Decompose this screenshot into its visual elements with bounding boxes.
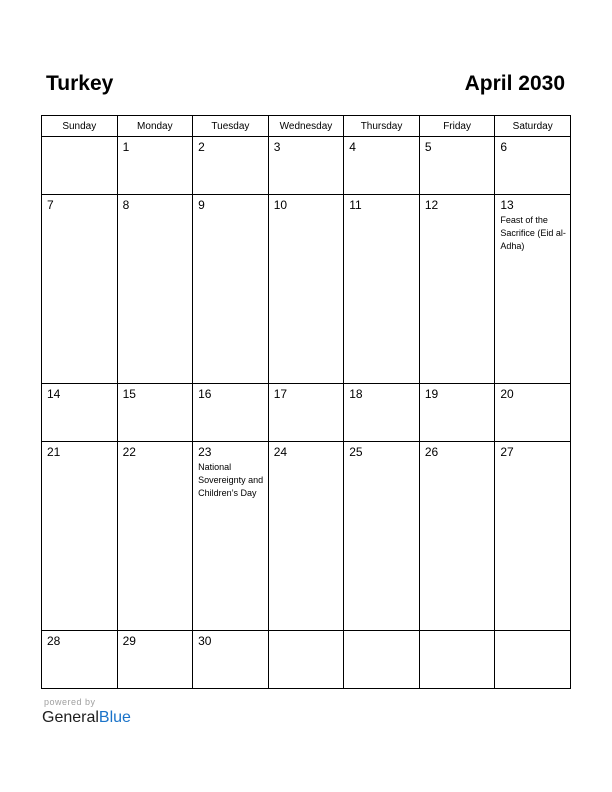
day-number: 21 [47, 444, 61, 459]
day-number: 20 [500, 387, 514, 402]
day-cell [495, 194, 571, 383]
month-title: April 2030 [464, 72, 565, 95]
day-cell [268, 384, 344, 442]
day-cell [344, 384, 420, 442]
day-cell [268, 194, 344, 383]
day-number [344, 631, 419, 634]
brand-general-text: General [42, 709, 99, 726]
day-number [269, 631, 344, 634]
week-row [42, 137, 571, 195]
day-cell [344, 194, 420, 383]
day-number: 22 [122, 444, 136, 459]
day-cell [193, 441, 269, 630]
day-number: 26 [424, 444, 439, 459]
day-number: 15 [122, 387, 136, 402]
day-cell [344, 631, 420, 689]
day-number: 4 [349, 140, 356, 154]
day-number: 23 [198, 444, 212, 459]
day-cell [193, 194, 269, 383]
day-number: 14 [47, 387, 61, 402]
weekday-header: Saturday [495, 116, 571, 137]
weekday-header: Friday [419, 116, 495, 137]
day-cell [268, 631, 344, 689]
day-number: 17 [273, 387, 288, 402]
weekday-header: Wednesday [268, 116, 344, 137]
day-cell [344, 137, 420, 195]
day-number: 16 [198, 387, 212, 402]
country-title: Turkey [46, 72, 114, 95]
day-cell [117, 631, 193, 689]
day-number: 30 [198, 634, 212, 649]
day-number: 10 [273, 197, 288, 212]
day-number: 3 [273, 140, 281, 154]
brand-blue-text: Blue [98, 709, 131, 726]
day-cell [42, 384, 118, 442]
weekday-header: Tuesday [193, 116, 269, 137]
day-cell [495, 384, 571, 442]
day-number: 6 [500, 140, 508, 154]
day-number: 24 [273, 444, 288, 459]
day-number [495, 631, 570, 634]
week-row [42, 194, 571, 383]
weekday-header-row [42, 116, 571, 137]
day-number: 2 [198, 140, 205, 154]
day-cell [117, 137, 193, 195]
day-number: 28 [47, 634, 61, 649]
week-row [42, 631, 571, 689]
day-number: 5 [424, 140, 432, 154]
day-cell [193, 137, 269, 195]
day-cell [495, 631, 571, 689]
day-number: 11 [349, 197, 362, 212]
week-row [42, 441, 571, 630]
week-row [42, 384, 571, 442]
day-cell [268, 441, 344, 630]
day-number: 25 [349, 444, 363, 459]
day-number: 12 [424, 197, 439, 212]
day-cell [419, 441, 495, 630]
day-number: 18 [349, 387, 363, 402]
day-cell [193, 384, 269, 442]
day-number: 1 [122, 140, 130, 154]
day-cell [344, 441, 420, 630]
day-number: 19 [424, 387, 439, 402]
day-number: 7 [47, 197, 54, 212]
day-cell [117, 441, 193, 630]
day-cell [42, 137, 118, 195]
holiday-label: National Sovereignty and Children’s Day [198, 461, 264, 498]
holiday-label: Feast of the Sacrifice (Eid al-Adha) [500, 214, 566, 251]
day-cell [419, 194, 495, 383]
brand-logo[interactable] [42, 709, 131, 727]
day-cell [193, 631, 269, 689]
calendar-grid [41, 115, 571, 689]
weekday-header: Thursday [344, 116, 420, 137]
day-cell [42, 441, 118, 630]
day-cell [495, 441, 571, 630]
day-cell [495, 137, 571, 195]
day-number [420, 631, 495, 634]
day-number: 9 [198, 197, 205, 212]
day-cell [268, 137, 344, 195]
day-cell [117, 384, 193, 442]
weekday-header: Monday [117, 116, 193, 137]
day-cell [42, 194, 118, 383]
powered-by-label: powered by [44, 697, 96, 707]
day-number [42, 137, 117, 140]
day-cell [419, 384, 495, 442]
day-number: 29 [122, 634, 136, 649]
day-number: 27 [500, 444, 514, 459]
day-number: 8 [122, 197, 130, 212]
day-number: 13 [500, 197, 514, 212]
day-cell [117, 194, 193, 383]
weekday-header: Sunday [42, 116, 118, 137]
day-cell [419, 137, 495, 195]
day-cell [42, 631, 118, 689]
day-cell [419, 631, 495, 689]
